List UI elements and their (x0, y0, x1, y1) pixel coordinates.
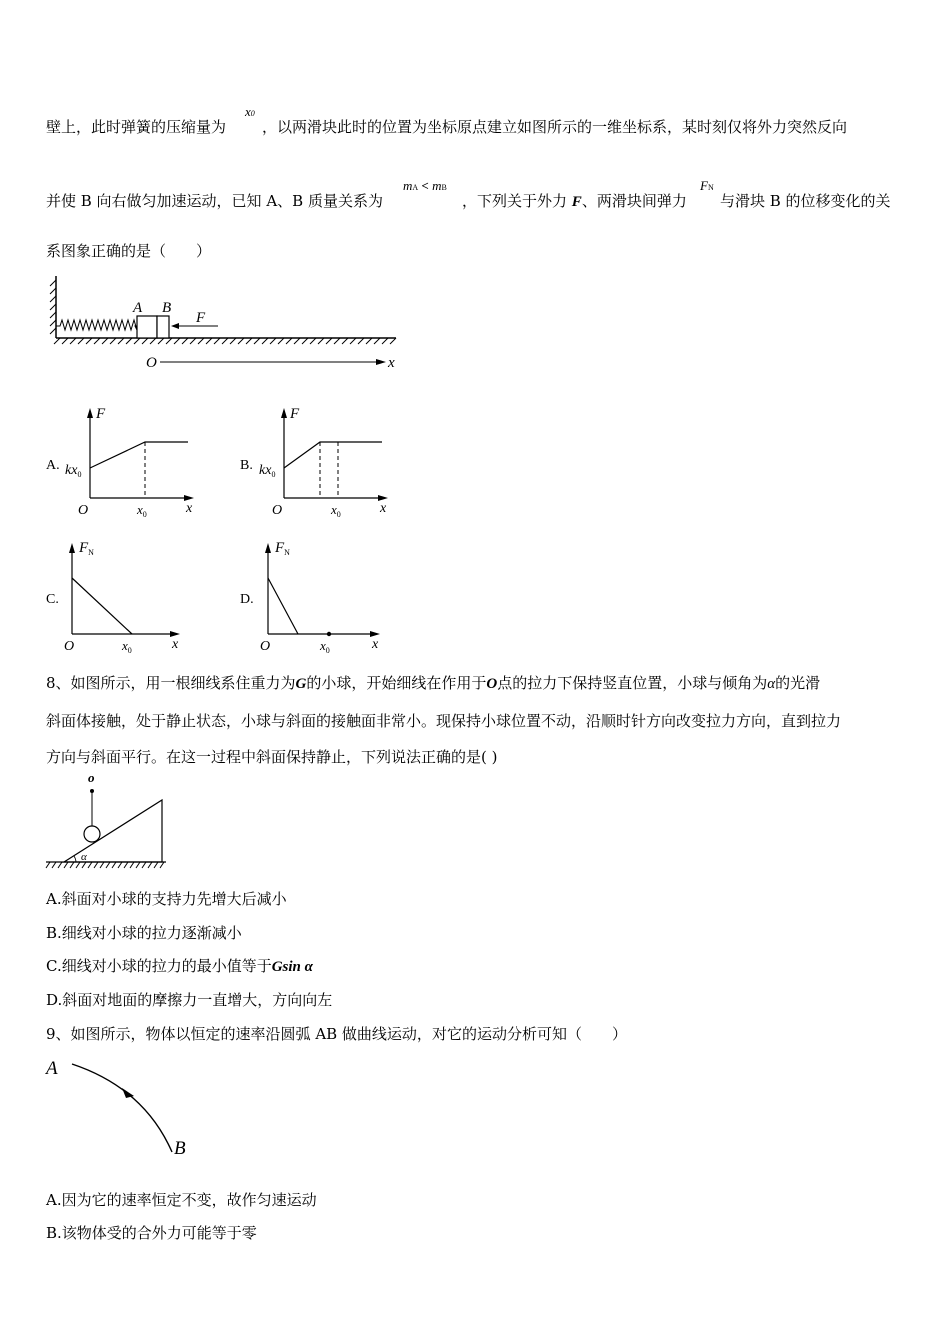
label-b: B (162, 300, 172, 316)
x0-dot (327, 632, 331, 636)
label-x0: $x_0$ (320, 638, 330, 655)
label-x: x (172, 637, 179, 652)
point-o-label: o (88, 770, 95, 785)
q8-line-2: 斜面体接触，处于静止状态，小球与斜面的接触面非常小。现保持小球位置不动，沿顺时针方向改变拉力方向，直到拉力 (46, 712, 842, 730)
problem7-text: ，以两滑块此时的位置为坐标原点建立如图所示的一维坐标系，某时刻仅将外力突然反向 (262, 118, 848, 136)
problem7-text: 并使 B 向右做匀加速运动，已知 A、B 质量关系为 (46, 192, 383, 210)
problem7-line-2c: 与滑块 B 的位移变化的关 (720, 192, 891, 210)
y-label-fn: $F_N$ (79, 540, 94, 557)
arc-ab (72, 1064, 172, 1152)
x0-symbol: x0 (245, 104, 255, 119)
label-kx0: $kx_0$ (65, 463, 82, 479)
graph-c (52, 536, 202, 656)
x-axis-arrow (376, 359, 386, 365)
label-x0: $x_0$ (122, 638, 132, 655)
f-curve (284, 442, 382, 468)
y-label-f: F (290, 406, 300, 422)
option-c-label: C. (46, 592, 59, 607)
label-x: x (186, 501, 193, 516)
fn-curve (72, 578, 132, 634)
label-x0: $x_0$ (137, 502, 147, 519)
q8-line-1: 8、如图所示，用一根细线系住重力为G的小球，开始细线在作用于O点的拉力下保持竖直位置，小球与倾角为α的光滑 (46, 674, 821, 692)
label-x: x (372, 637, 379, 652)
incline-figure (44, 772, 184, 872)
angle-arc (74, 856, 76, 862)
label-o: O (272, 503, 283, 518)
problem7-line-2 (46, 190, 383, 211)
label-x0: $x_0$ (331, 502, 341, 519)
q8-option-c: C.细线对小球的拉力的最小值等于Gsin α (46, 957, 313, 975)
y-label-f: F (96, 406, 106, 422)
label-o: O (146, 355, 157, 371)
block-a (137, 316, 157, 338)
ground-hatch (46, 862, 164, 868)
fn-curve (268, 578, 298, 634)
y-label-fn: $F_N$ (275, 540, 290, 557)
spring (56, 320, 137, 330)
problem7-line-3: 系图象正确的是（ ） (46, 242, 212, 260)
label-o: O (260, 639, 271, 654)
arc-label-b: B (174, 1138, 186, 1159)
graph-d (248, 536, 398, 656)
arc-label-a: A (46, 1058, 58, 1079)
problem7-line-1b (262, 116, 847, 137)
label-kx0: $kx_0$ (259, 463, 276, 479)
graph-a (62, 402, 202, 522)
q9-option-b: B.该物体受的合外力可能等于零 (46, 1224, 257, 1242)
q8-option-b: B.细线对小球的拉力逐渐减小 (46, 924, 242, 942)
f-curve (90, 442, 188, 468)
label-a: A (133, 300, 143, 316)
fn-symbol: FN (700, 178, 714, 193)
q8-line-3: 方向与斜面平行。在这一过程中斜面保持静止，下列说法正确的是( ) (46, 748, 498, 766)
problem7-text: 壁上，此时弹簧的压缩量为 (46, 118, 227, 136)
arc-figure (44, 1052, 214, 1162)
label-o: O (64, 639, 75, 654)
q9-option-a: A.因为它的速率恒定不变，故作匀速运动 (46, 1191, 317, 1209)
wall-hatch (50, 280, 56, 334)
mass-relation: mA < mB (403, 178, 447, 193)
label-f: F (196, 310, 206, 326)
block-b (157, 316, 169, 338)
angle-label: α (81, 851, 87, 863)
spring-block-figure (40, 272, 400, 372)
problem7-line-2b: ，下列关于外力 F、两滑块间弹力 (462, 192, 687, 210)
q8-option-a: A.斜面对小球的支持力先增大后减小 (46, 890, 287, 908)
label-o: O (78, 503, 89, 518)
problem7-line-1 (46, 116, 226, 137)
ball (84, 826, 100, 842)
label-x: x (388, 355, 395, 371)
graph-b (256, 402, 406, 522)
option-b-label: B. (240, 458, 253, 473)
option-d-label: D. (240, 592, 254, 607)
floor-hatch (54, 338, 396, 344)
label-x: x (380, 501, 387, 516)
q9-stem: 9、如图所示，物体以恒定的速率沿圆弧 AB 做曲线运动，对它的运动分析可知（ ） (46, 1025, 627, 1043)
force-arrow-head (171, 323, 179, 329)
q8-option-d: D.斜面对地面的摩擦力一直增大，方向向左 (46, 991, 333, 1009)
incline (64, 800, 162, 862)
option-a-label: A. (46, 458, 60, 473)
